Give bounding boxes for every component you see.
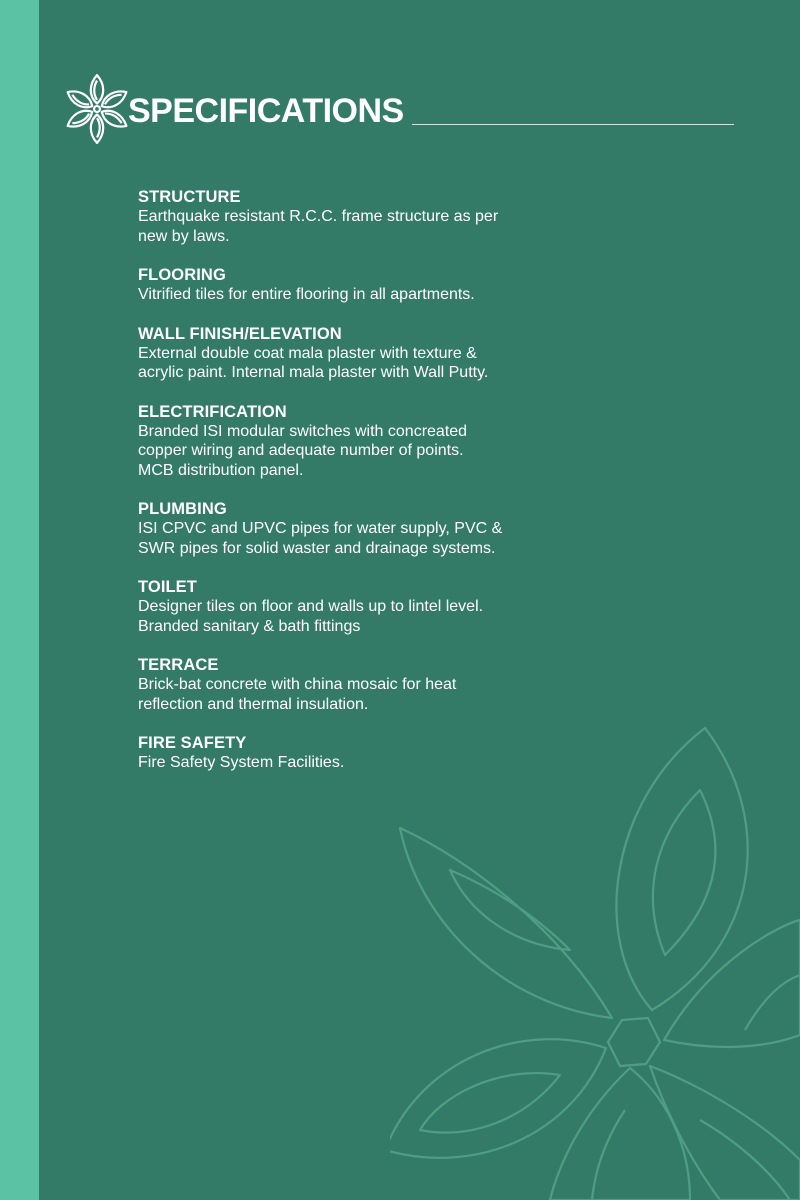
spec-item-terrace — [138, 655, 568, 714]
spec-heading: FLOORING — [138, 266, 226, 284]
spec-item-toilet — [138, 577, 568, 636]
title-underline-rule — [412, 124, 734, 125]
spec-item-structure — [138, 187, 568, 246]
spec-description: Branded ISI modular switches with concreated copper wiring and adequate number of points. MCB distribution panel. — [138, 422, 468, 479]
spec-item-wall-finish — [138, 324, 568, 383]
page-title: SPECIFICATIONS — [128, 92, 404, 130]
spec-description: External double coat mala plaster with texture & acrylic paint. Internal mala plaster with Wall Putty. — [138, 344, 489, 381]
spec-heading: FIRE SAFETY — [138, 734, 247, 752]
specifications-list — [138, 187, 568, 792]
side-accent-stripe — [0, 0, 39, 1200]
decorative-flower-outline — [390, 725, 800, 1200]
spec-heading: ELECTRIFICATION — [138, 402, 287, 421]
spec-heading: WALL FINISH/ELEVATION — [138, 324, 342, 343]
spec-heading: TOILET — [138, 578, 197, 596]
spec-item-flooring — [138, 265, 568, 305]
spec-description: Earthquake resistant R.C.C. frame structure as per new by laws. — [138, 208, 499, 245]
spec-description: Designer tiles on floor and walls up to lintel level. Branded sanitary & bath fittings — [138, 598, 484, 635]
spec-item-plumbing — [138, 499, 568, 558]
spec-heading: PLUMBING — [138, 500, 227, 518]
spec-description: Brick-bat concrete with china mosaic for heat reflection and thermal insulation. — [138, 676, 457, 713]
spec-heading: TERRACE — [138, 656, 219, 674]
spec-description: Fire Safety System Facilities. — [138, 754, 345, 771]
page-header — [64, 72, 744, 152]
spec-description: Vitrified tiles for entire flooring in all apartments. — [138, 286, 475, 303]
spec-description: ISI CPVC and UPVC pipes for water supply, PVC & SWR pipes for solid waster and drainage systems. — [138, 520, 503, 557]
spec-heading: STRUCTURE — [138, 188, 241, 206]
spec-item-electrification — [138, 402, 568, 481]
flower-logo-icon — [64, 72, 130, 146]
